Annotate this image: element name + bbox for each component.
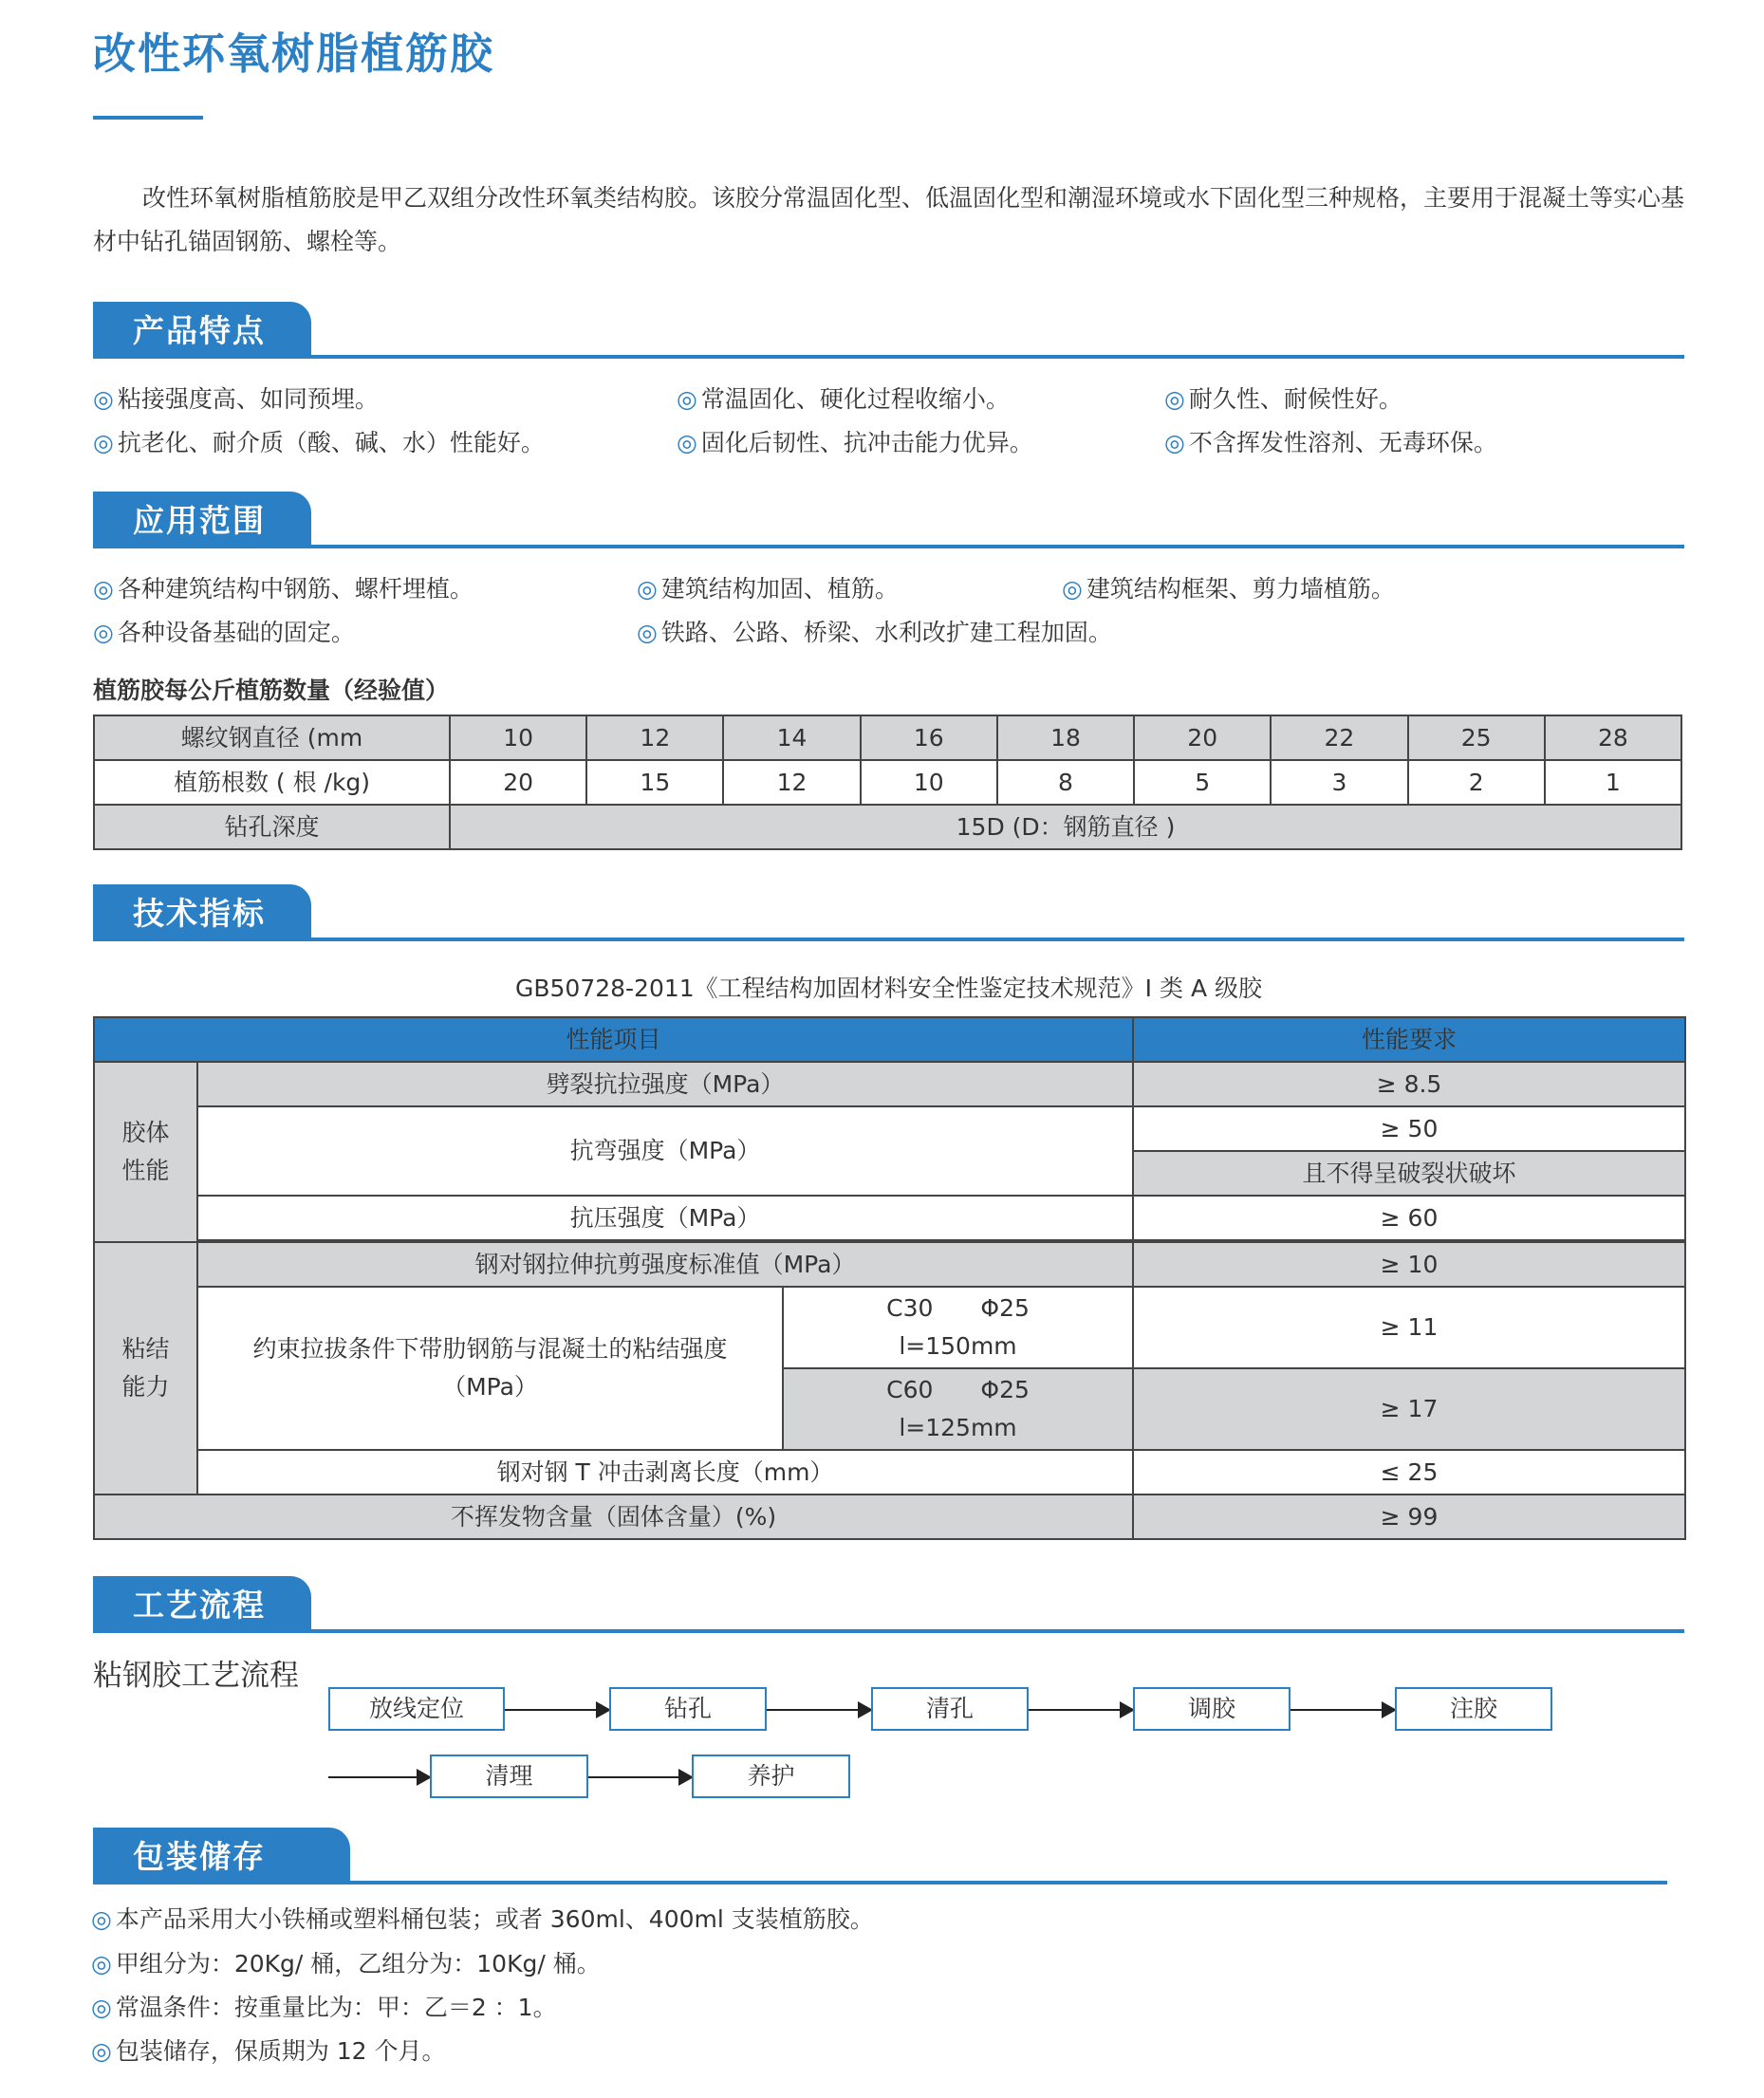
item-cell: 不挥发物含量（固体含量）(%) [94,1495,1133,1539]
item-cell: 钢对钢拉伸抗剪强度标准值（MPa） [197,1242,1133,1287]
sub-cell: C60 Φ25 l=125mm [783,1368,1133,1450]
section-header-specs [93,884,1684,941]
rebar-table-caption: 植筋胶每公斤植筋数量（经验值） [93,677,450,704]
table-cell: 28 [1545,715,1681,760]
arrow-right-icon [1029,1709,1133,1711]
bullet-icon: ◎ [677,385,697,413]
section-title: 技术指标 [93,884,311,941]
feature-text: 抗老化、耐介质（酸、碱、水）性能好。 [117,429,545,456]
table-cell: 3 [1271,760,1407,805]
row-label: 植筋根数 ( 根 /kg) [94,760,450,805]
row-label: 螺纹钢直径 (mm [94,715,450,760]
standard-caption: GB50728-2011《工程结构加固材料安全性鉴定技术规范》I 类 A 级胶 [514,975,1262,1002]
row-label: 钻孔深度 [94,805,450,849]
req-cell: ≥ 60 [1133,1196,1685,1240]
process-step: 清孔 [871,1687,1029,1731]
application-text: 铁路、公路、桥梁、水利改扩建工程加固。 [660,619,1112,646]
packaging-text: 甲组分为：20Kg/ 桶，乙组分为：10Kg/ 桶。 [115,1950,601,1977]
req-cell: ≥ 11 [1133,1287,1685,1368]
process-step: 养护 [692,1755,850,1798]
process-step: 注胶 [1395,1687,1552,1731]
table-cell: 15 [586,760,723,805]
intro-paragraph: 改性环氧树脂植筋胶是甲乙双组分改性环氧类结构胶。该胶分常温固化型、低温固化型和潮湿环境或水下固化型三种规格，主要用于混凝土等实心基材中钻孔锚固钢筋、螺栓等。 [93,184,1685,255]
packaging-item [91,1901,874,1935]
section-rule [93,355,1684,359]
table-row [94,1196,1685,1240]
section-rule [93,1629,1684,1633]
table-cell: 18 [997,715,1134,760]
section-rule [93,1881,1667,1884]
bullet-icon: ◎ [1164,429,1185,456]
application-text: 各种设备基础的固定。 [117,619,355,646]
application-text: 各种建筑结构中钢筋、螺杆埋植。 [117,575,473,603]
table-cell: 14 [723,715,860,760]
table-row [94,1287,1685,1368]
table-cell: 2 [1408,760,1545,805]
bullet-icon: ◎ [93,619,114,646]
arrow-right-icon [505,1709,609,1711]
item-cell: 劈裂抗拉强度（MPa） [197,1062,1133,1106]
packaging-item [91,1945,601,1979]
section-header-features [93,302,1684,359]
packaging-item [91,2033,446,2067]
item-cell: 约束拉拔条件下带肋钢筋与混凝土的粘结强度 （MPa） [197,1287,783,1450]
table-row [94,1062,1685,1106]
req-cell: ≥ 17 [1133,1368,1685,1450]
table-cell: 5 [1134,760,1271,805]
application-text: 建筑结构框架、剪力墙植筋。 [1086,575,1395,603]
group-label: 粘结 能力 [94,1242,197,1495]
table-row [94,760,1681,805]
application-item [637,570,899,604]
table-row [94,805,1681,849]
process-step: 调胶 [1133,1687,1291,1731]
rebar-table [93,715,1682,850]
section-rule [93,545,1684,548]
bullet-icon: ◎ [93,429,114,456]
feature-item [1164,381,1402,415]
application-item [637,614,1112,648]
table-cell: 10 [861,760,997,805]
process-step: 清理 [430,1755,588,1798]
table-cell: 22 [1271,715,1407,760]
group-label: 胶体 性能 [94,1062,197,1242]
feature-item [93,381,379,415]
bullet-icon: ◎ [91,1905,112,1933]
table-header-row [94,1017,1685,1062]
table-cell: 10 [450,715,586,760]
page-title: 改性环氧树脂植筋胶 [93,28,495,79]
process-step: 放线定位 [328,1687,505,1731]
table-cell: 20 [450,760,586,805]
table-row [94,1450,1685,1495]
arrow-right-icon [1291,1709,1395,1711]
arrow-right-icon [588,1776,692,1778]
req-cell: ≥ 10 [1133,1242,1685,1287]
bullet-icon: ◎ [93,385,114,413]
section-title: 工艺流程 [93,1576,311,1633]
header-item: 性能项目 [94,1017,1133,1062]
feature-text: 固化后韧性、抗冲击能力优异。 [700,429,1033,456]
table-cell: 16 [861,715,997,760]
packaging-item [91,1989,557,2023]
feature-text: 粘接强度高、如同预埋。 [117,385,379,413]
section-header-applications [93,492,1684,548]
table-cell: 1 [1545,760,1681,805]
process-step: 钻孔 [609,1687,767,1731]
item-cell: 抗弯强度（MPa） [197,1106,1133,1196]
specs-table [93,1016,1686,1540]
feature-text: 不含挥发性溶剂、无毒环保。 [1188,429,1497,456]
section-header-process [93,1576,1684,1633]
packaging-text: 包装储存，保质期为 12 个月。 [115,2037,446,2065]
section-header-packaging [93,1828,1667,1884]
req-cell: ≥ 99 [1133,1495,1685,1539]
feature-text: 耐久性、耐候性好。 [1188,385,1402,413]
application-item [93,570,473,604]
application-item [1062,570,1395,604]
header-req: 性能要求 [1133,1017,1685,1062]
feature-item [677,424,1033,458]
table-row [94,1106,1685,1151]
table-row [94,1495,1685,1539]
table-cell: 12 [723,760,860,805]
sub-cell: C30 Φ25 l=150mm [783,1287,1133,1368]
table-cell: 12 [586,715,723,760]
bullet-icon: ◎ [91,1994,112,2021]
bullet-icon: ◎ [91,1950,112,1977]
feature-item [1164,424,1497,458]
feature-item [677,381,1010,415]
bullet-icon: ◎ [1164,385,1185,413]
table-cell: 15D (D：钢筋直径 ) [450,805,1681,849]
req-cell: ≥ 8.5 [1133,1062,1685,1106]
feature-text: 常温固化、硬化过程收缩小。 [700,385,1010,413]
title-underline [93,116,203,120]
bullet-icon: ◎ [93,575,114,603]
item-cell: 抗压强度（MPa） [197,1196,1133,1240]
bullet-icon: ◎ [677,429,697,456]
arrow-right-icon [328,1776,430,1778]
application-item [93,614,355,648]
table-cell: 8 [997,760,1134,805]
process-subtitle: 粘钢胶工艺流程 [93,1659,299,1693]
application-text: 建筑结构加固、植筋。 [660,575,899,603]
packaging-text: 常温条件：按重量比为：甲：乙＝2 ：1。 [115,1994,557,2021]
section-title: 应用范围 [93,492,311,548]
table-row [94,715,1681,760]
feature-item [93,424,545,458]
arrow-right-icon [767,1709,871,1711]
bullet-icon: ◎ [1062,575,1083,603]
section-rule [93,938,1684,941]
section-title: 包装储存 [93,1828,350,1884]
table-row [94,1242,1685,1287]
table-cell: 20 [1134,715,1271,760]
packaging-text: 本产品采用大小铁桶或塑料桶包装；或者 360ml、400ml 支装植筋胶。 [115,1905,874,1933]
bullet-icon: ◎ [637,575,658,603]
table-cell: 25 [1408,715,1545,760]
bullet-icon: ◎ [91,2037,112,2065]
bullet-icon: ◎ [637,619,658,646]
section-title: 产品特点 [93,302,311,359]
req-cell: ≤ 25 [1133,1450,1685,1495]
req-cell: 且不得呈破裂状破坏 [1133,1151,1685,1196]
item-cell: 钢对钢 T 冲击剥离长度（mm） [197,1450,1133,1495]
req-cell: ≥ 50 [1133,1106,1685,1151]
